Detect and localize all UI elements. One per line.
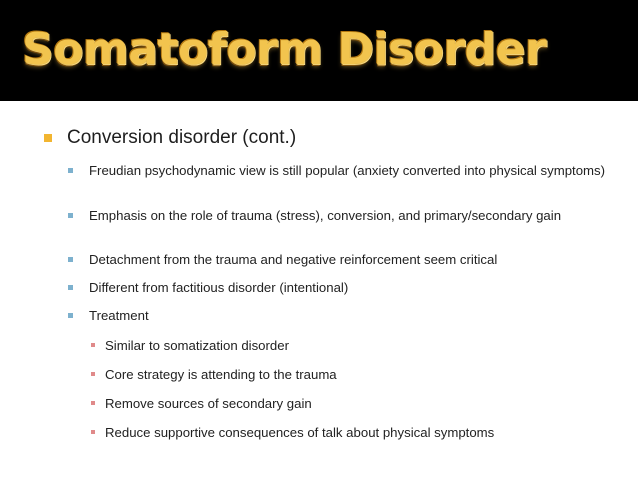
heading-text: Conversion disorder (cont.) [67,127,297,148]
sub-list-item-text: Similar to somatization disorder [105,338,289,353]
square-bullet-icon [68,213,73,218]
list-item-text: Emphasis on the role of trauma (stress), conversion, and primary/secondary gain [89,208,562,223]
square-bullet-icon [68,257,73,262]
title-bar [0,0,638,101]
slide-content [0,101,638,479]
square-bullet-icon [68,168,73,173]
slide-title: Somatoform Disorder [22,24,547,75]
heading-bullet-item [44,127,604,149]
sub-list-item-text: Remove sources of secondary gain [105,396,312,411]
square-bullet-icon [44,134,52,142]
sub-list-item-text: Core strategy is attending to the trauma [105,367,337,382]
square-bullet-icon [91,372,95,376]
square-bullet-icon [68,285,73,290]
list-item-text: Detachment from the trauma and negative reinforcement seem critical [89,252,498,267]
sub-list-item-text: Reduce supportive consequences of talk about physical symptoms [105,425,495,440]
square-bullet-icon [68,313,73,318]
list-item-text: Different from factitious disorder (intentional) [89,280,349,295]
list-item-text: Treatment [89,308,149,323]
list-item-text: Freudian psychodynamic view is still popular (anxiety converted into physical symptoms) [89,163,605,178]
square-bullet-icon [91,343,95,347]
square-bullet-icon [91,401,95,405]
square-bullet-icon [91,430,95,434]
